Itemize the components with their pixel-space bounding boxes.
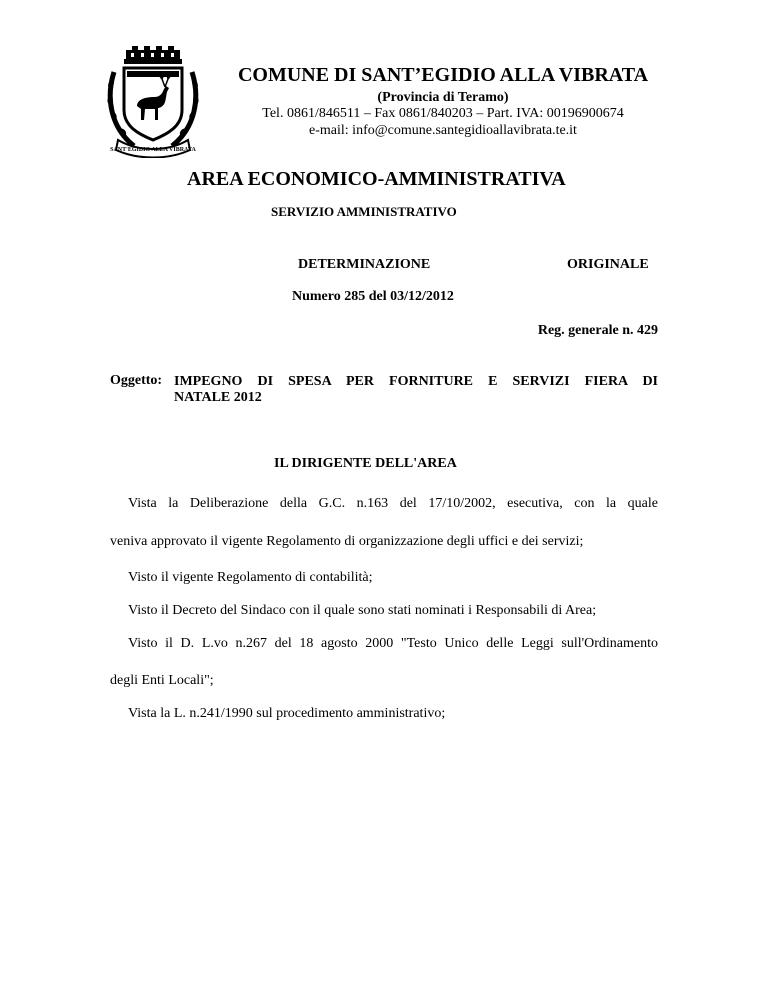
- paragraph-4-line-2: degli Enti Locali";: [110, 673, 214, 688]
- subject-line-1: IMPEGNO DI SPESA PER FORNITURE E SERVIZI FIERA DI: [174, 374, 658, 389]
- paragraph-4-line-1: Visto il D. L.vo n.267 del 18 agosto 2000 "Testo Unico delle Leggi sull'Ordinamento: [128, 636, 658, 651]
- province: (Provincia di Teramo): [377, 90, 509, 105]
- crown-icon: [124, 46, 182, 64]
- area-title: AREA ECONOMICO-AMMINISTRATIVA: [187, 168, 566, 190]
- signatory-heading: IL DIRIGENTE DELL'AREA: [274, 456, 457, 471]
- determination-number: Numero 285 del 03/12/2012: [292, 289, 454, 304]
- contact-line: Tel. 0861/846511 – Fax 0861/840203 – Part. IVA: 00196900674: [262, 106, 624, 121]
- paragraph-1-line-2: veniva approvato il vigente Regolamento di organizzazione degli uffici e dei servizi;: [110, 534, 584, 549]
- emblem-ribbon-text: SANT'EGIDIO ALLA VIBRATA: [110, 147, 196, 153]
- paragraph-2: Visto il vigente Regolamento di contabilità;: [128, 570, 373, 585]
- paragraph-1-line-1: Vista la Deliberazione della G.C. n.163 del 17/10/2002, esecutiva, con la quale: [128, 496, 658, 511]
- email-line: e-mail: info@comune.santegidioallavibrata.te.it: [309, 123, 577, 138]
- subject-line-2: NATALE 2012: [174, 390, 262, 405]
- general-register-number: Reg. generale n. 429: [537, 323, 658, 338]
- document-type: DETERMINAZIONE: [298, 257, 431, 272]
- paragraph-3: Visto il Decreto del Sindaco con il quale sono stati nominati i Responsabili di Area;: [128, 603, 597, 618]
- service-title: SERVIZIO AMMINISTRATIVO: [271, 204, 457, 219]
- paragraph-5: Vista la L. n.241/1990 sul procedimento amministrativo;: [128, 706, 446, 721]
- municipality-name: COMUNE DI SANT’EGIDIO ALLA VIBRATA: [237, 64, 649, 86]
- subject-label: Oggetto:: [110, 373, 163, 388]
- document-status: ORIGINALE: [567, 257, 649, 272]
